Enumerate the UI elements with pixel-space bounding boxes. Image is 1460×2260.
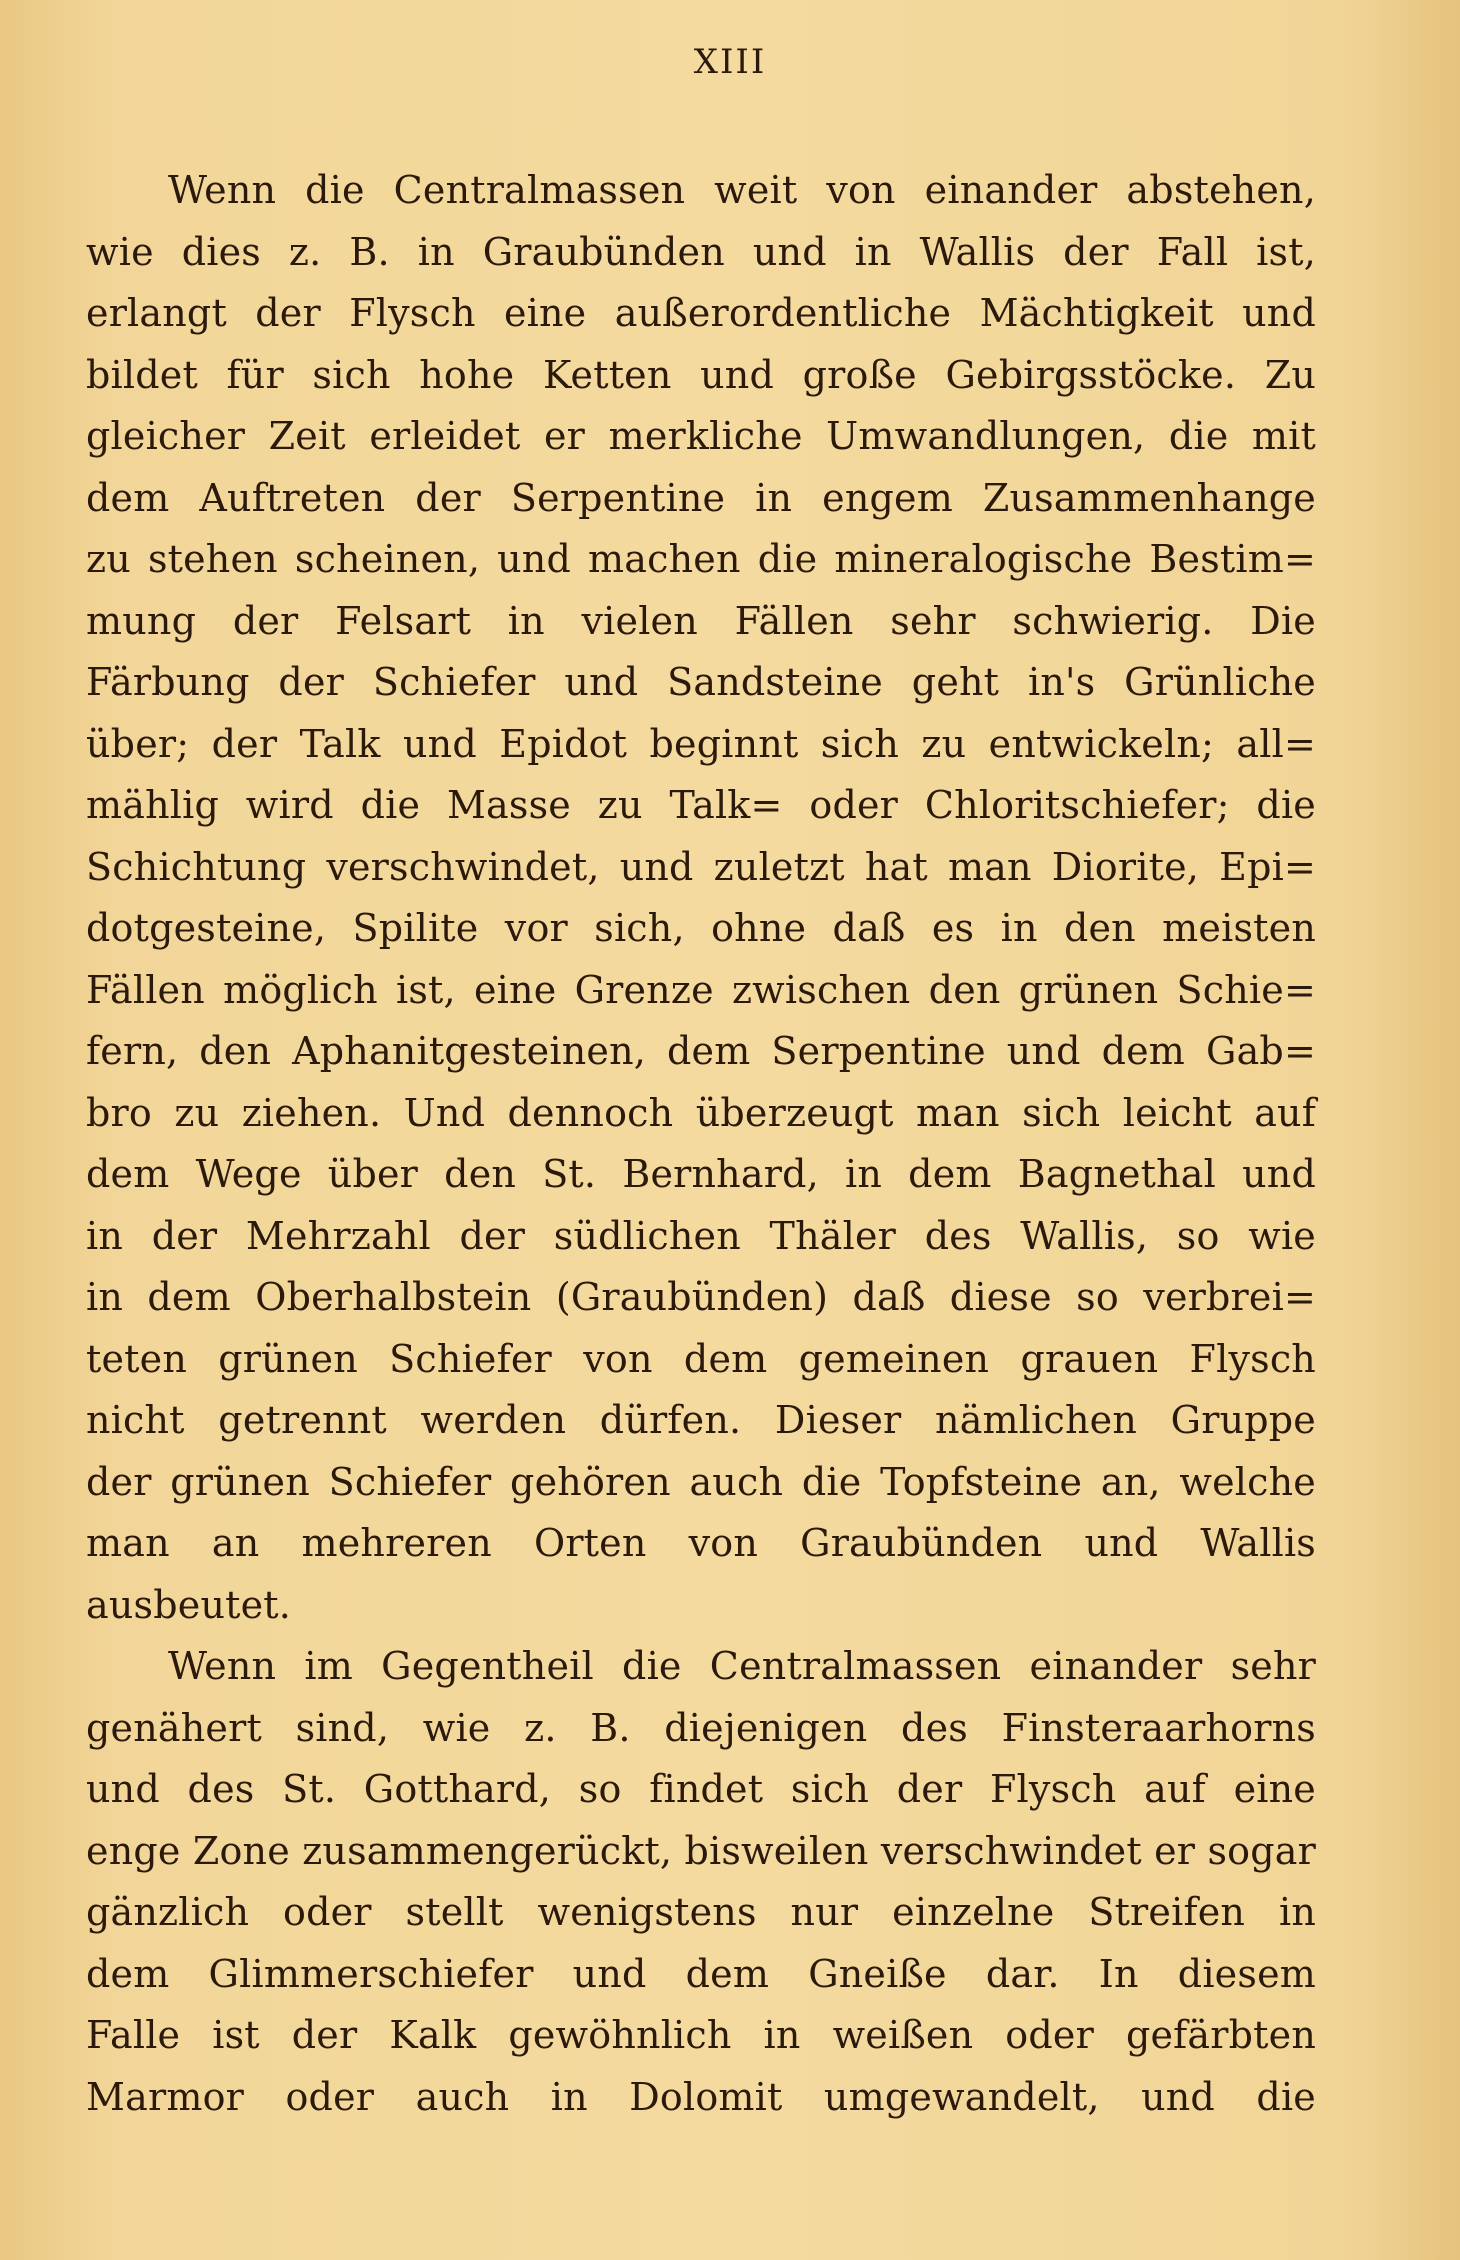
- text-line: man an mehreren Orten von Graubünden und Wallis: [86, 1521, 1316, 1565]
- body-text: [86, 160, 1316, 2128]
- text-line: gänzlich oder stellt wenigstens nur einzelne Streifen in: [86, 1890, 1316, 1934]
- text-line: zu stehen scheinen, und machen die mineralogische Bestim=: [86, 537, 1316, 581]
- paragraph-2: [86, 1636, 1316, 2128]
- text-line: der grünen Schiefer gehören auch die Topfsteine an, welche: [86, 1459, 1316, 1504]
- text-line: dem Wege über den St. Bernhard, in dem Bagnethal und: [86, 1152, 1316, 1196]
- text-line: enge Zone zusammengerückt, bisweilen verschwindet er sogar: [86, 1828, 1316, 1873]
- text-line: nicht getrennt werden dürfen. Dieser nämlichen Gruppe: [86, 1398, 1316, 1442]
- text-line: erlangt der Flysch eine außerordentliche Mächtigkeit und: [86, 291, 1316, 335]
- text-line: genähert sind, wie z. B. diejenigen des Finsteraarhorns: [86, 1705, 1316, 1750]
- text-line: Fällen möglich ist, eine Grenze zwischen den grünen Schie=: [86, 967, 1316, 1012]
- text-line: fern, den Aphanitgesteinen, dem Serpentine und dem Gab=: [86, 1029, 1316, 1073]
- text-line: bro zu ziehen. Und dennoch überzeugt man sich leicht auf: [86, 1090, 1316, 1135]
- text-line: dem Glimmerschiefer und dem Gneiße dar. In diesem: [86, 1951, 1316, 1996]
- text-line: Wenn im Gegentheil die Centralmassen einander sehr: [168, 1644, 1316, 1688]
- page-number: XIII: [693, 42, 767, 82]
- text-line: dem Auftreten der Serpentine in engem Zusammenhange: [86, 475, 1316, 520]
- paragraph-1: [86, 160, 1316, 1636]
- text-line: teten grünen Schiefer von dem gemeinen grauen Flysch: [86, 1336, 1316, 1381]
- text-line: und des St. Gotthard, so findet sich der Flysch auf eine: [86, 1767, 1316, 1811]
- text-line: bildet für sich hohe Ketten und große Gebirgsstöcke. Zu: [86, 352, 1316, 397]
- text-line: in dem Oberhalbstein (Graubünden) daß diese so verbrei=: [86, 1275, 1316, 1319]
- text-line: über; der Talk und Epidot beginnt sich zu entwickeln; all=: [86, 721, 1316, 766]
- text-line: mählig wird die Masse zu Talk= oder Chloritschiefer; die: [86, 783, 1316, 827]
- text-line: gleicher Zeit erleidet er merkliche Umwandlungen, die mit: [86, 414, 1316, 458]
- text-line: Marmor oder auch in Dolomit umgewandelt, und die: [86, 2074, 1316, 2119]
- text-line: wie dies z. B. in Graubünden und in Wallis der Fall ist,: [86, 229, 1316, 274]
- text-line: Wenn die Centralmassen weit von einander abstehen,: [168, 168, 1316, 212]
- text-line: Schichtung verschwindet, und zuletzt hat man Diorite, Epi=: [86, 844, 1316, 889]
- text-line: Falle ist der Kalk gewöhnlich in weißen oder gefärbten: [86, 2013, 1316, 2057]
- text-line: in der Mehrzahl der südlichen Thäler des Wallis, so wie: [86, 1213, 1316, 1258]
- text-line: Färbung der Schiefer und Sandsteine geht in's Grünliche: [86, 660, 1316, 704]
- text-line: dotgesteine, Spilite vor sich, ohne daß es in den meisten: [86, 906, 1316, 950]
- text-line: mung der Felsart in vielen Fällen sehr schwierig. Die: [86, 598, 1316, 643]
- text-line: ausbeutet.: [86, 1582, 292, 1627]
